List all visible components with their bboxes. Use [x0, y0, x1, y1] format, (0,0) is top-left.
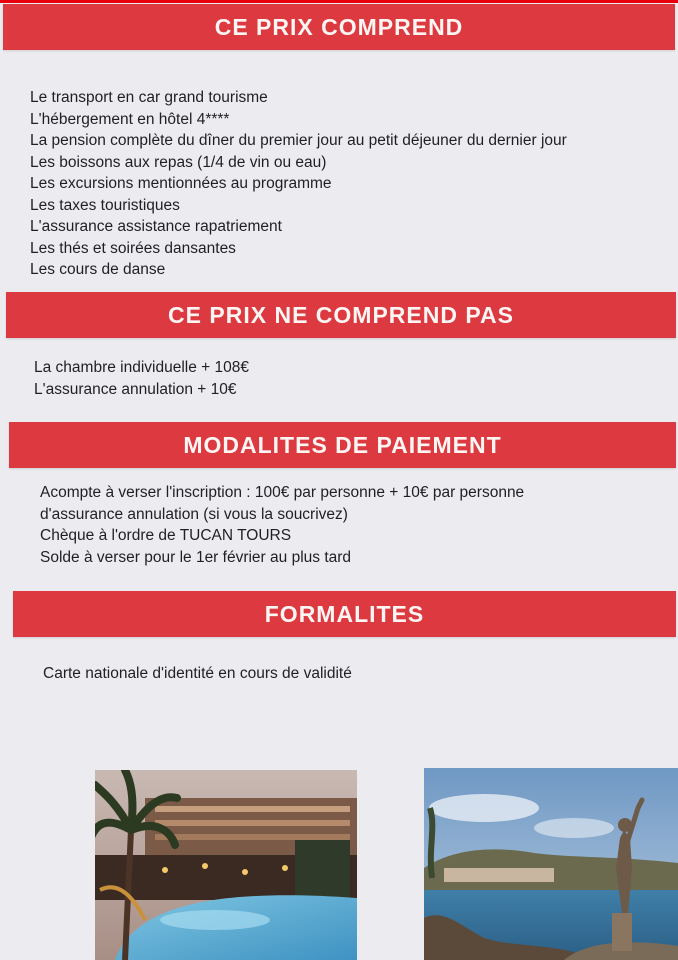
list-item: Les taxes touristiques [30, 196, 180, 214]
section-banner-formalites [13, 591, 676, 637]
included-list [30, 87, 567, 281]
list-item: d'assurance annulation (si vous la soucrivez) [40, 505, 348, 523]
hotel-pool-photo [95, 770, 357, 960]
list-item: L'assurance annulation + 10€ [34, 380, 237, 398]
payment-terms-list [40, 482, 524, 568]
section-title: CE PRIX NE COMPREND PAS [168, 301, 514, 328]
list-item: La chambre individuelle + 108€ [34, 359, 249, 376]
list-item: Le transport en car grand tourisme [30, 89, 268, 106]
section-title: CE PRIX COMPREND [214, 13, 464, 40]
coastal-statue-photo [424, 768, 678, 960]
list-item: Solde à verser pour le 1er février au plus tard [40, 548, 352, 566]
list-item: Carte nationale d'identité en cours de validité [43, 665, 352, 682]
section-banner-modalites-de-paiement [9, 422, 676, 468]
list-item: Chèque à l'ordre de TUCAN TOURS [40, 527, 292, 544]
section-title: FORMALITES [264, 600, 425, 627]
section-title: MODALITES DE PAIEMENT [183, 431, 502, 458]
list-item: Les cours de danse [30, 261, 166, 278]
list-item: Les thés et soirées dansantes [30, 239, 236, 257]
list-item: La pension complète du dîner du premier jour au petit déjeuner du dernier jour [30, 132, 567, 149]
section-banner-ce-prix-comprend [3, 4, 675, 50]
list-item: Les boissons aux repas (1/4 de vin ou eau) [30, 153, 327, 171]
list-item: L'hébergement en hôtel 4**** [30, 110, 230, 128]
section-banner-ce-prix-ne-comprend-pas [6, 292, 676, 338]
list-item: L'assurance assistance rapatriement [30, 218, 282, 235]
formalities-list [43, 663, 352, 685]
list-item: Les excursions mentionnées au programme [30, 175, 332, 192]
coastal-statue-illustration [424, 768, 678, 960]
top-rule [0, 0, 678, 3]
hotel-pool-illustration [95, 770, 357, 960]
list-item: Acompte à verser l'inscription : 100€ par personne + 10€ par personne [40, 484, 525, 501]
not-included-list [34, 357, 249, 400]
